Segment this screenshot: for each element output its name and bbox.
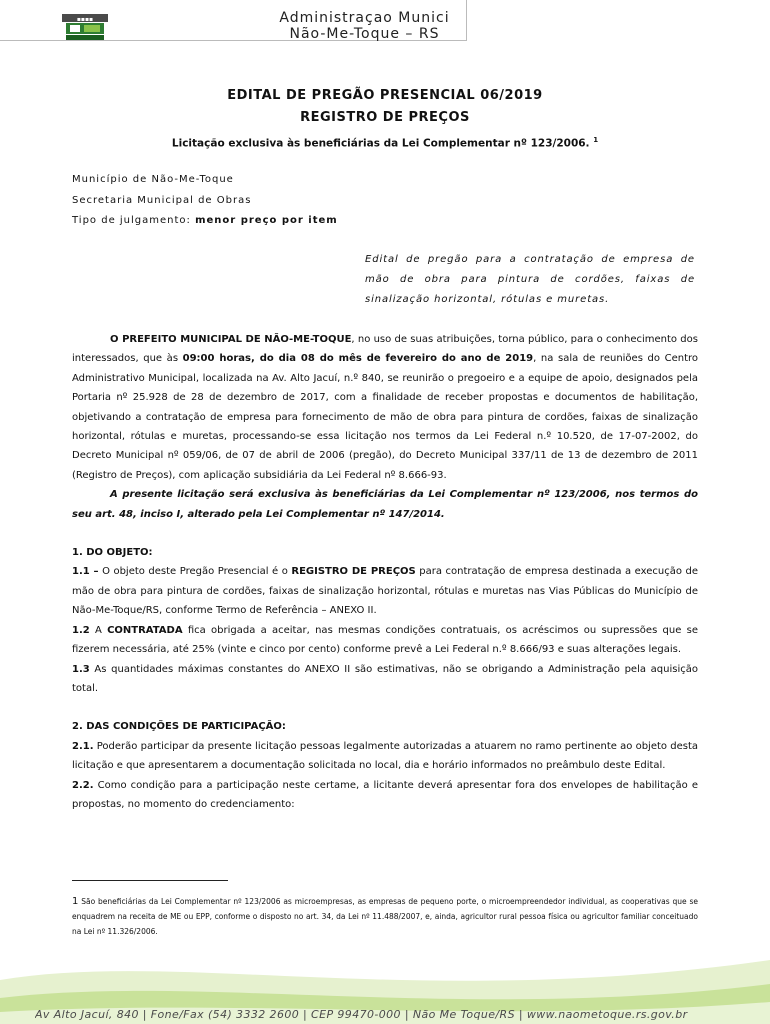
- section2-item2-text: Como condição para a participação neste certame, a licitante deverá apresentar fora dos envelopes de habilitação e propostas, no momento do credenciamento:: [72, 779, 698, 810]
- section1-heading: 1. DO OBJETO:: [72, 547, 153, 559]
- preamble-text-b: , na sala de reuniões do Centro Administrativo Municipal, localizada na Av. Alto Jacuí, n.º 840, se reunirão o pregoeiro e a equipe de apoio, designados pela Portaria nº 25.928 de 28 de dezembro de 2017, com a finalidade de receber propostas e documentos de habilitação, objetivando a contratação de empresa para fornecimento de mão de obra para pintura de cordões, faixas de sinalização horizontal, rótulas e muretas, processando-se essa licitação nos termos da Lei Federal n.º 10.520, de 17-07-2002, do Decreto Municipal nº 059/06, de 07 de abril de 2006 (pregão), do Decreto Municipal 337/11 de 13 de dezembro de 2011 (Registro de Preços), com aplicação subsidiária da Lei Federal nº 8.666-93.: [72, 353, 698, 481]
- document-body: [72, 330, 698, 814]
- section2-item2: [72, 776, 698, 815]
- section1-item1-text-a: O objeto deste Pregão Presencial é o: [98, 566, 292, 578]
- section2-item1-text: Poderão participar da presente licitação pessoas legalmente autorizadas a atuarem no ramo pertinente ao objeto desta licitação e que apresentarem a documentação solicitada no local, dia e horário informados no preâmbulo deste Edital.: [72, 740, 698, 772]
- section2-item1-num: 2.1.: [72, 740, 94, 752]
- section1-item2-text-b: fica obrigada a aceitar, nas mesmas condições contratuais, os acréscimos ou supressões que se fizerem necessária, até 25% (vinte e cinco por cento) conforme prevê a Lei Federal n.º 8.666/93 e suas alterações legais.: [72, 624, 698, 656]
- section2-heading: 2. DAS CONDIÇÕES DE PARTICIPAÇÃO:: [72, 721, 286, 733]
- municipio-line: Município de Não-Me-Toque: [72, 174, 234, 185]
- exclusive-paragraph: [72, 485, 698, 524]
- svg-text:▪▪▪▪: ▪▪▪▪: [76, 16, 94, 23]
- section1-item1-num: 1.1 –: [72, 566, 99, 578]
- exclusive-note: [0, 136, 770, 150]
- letterhead: [0, 0, 770, 42]
- footnote: [72, 894, 698, 939]
- footnote-number: 1: [72, 896, 79, 907]
- section1-item1-bold: REGISTRO DE PREÇOS: [291, 566, 416, 578]
- section1-item3: [72, 660, 698, 699]
- letterhead-title-line2: Não-Me-Toque – RS: [289, 26, 440, 42]
- document-subtitle: REGISTRO DE PREÇOS: [300, 110, 470, 125]
- section1-item1: [72, 562, 698, 620]
- section1-item3-text: As quantidades máximas constantes do ANEXO II são estimativas, não se obrigando a Administração pela aquisição total.: [72, 663, 698, 694]
- preamble-bold: O PREFEITO MUNICIPAL DE NÃO-ME-TOQUE: [110, 334, 352, 345]
- secretaria-line: Secretaria Municipal de Obras: [72, 195, 252, 206]
- julgamento-label: Tipo de julgamento:: [72, 215, 191, 226]
- exclusive-note-text: Licitação exclusiva às beneficiárias da Lei Complementar nº 123/2006.: [171, 137, 590, 150]
- document-title: EDITAL DE PREGÃO PRESENCIAL 06/2019: [227, 88, 543, 103]
- footnote-divider: [72, 880, 228, 881]
- section2-item1: [72, 737, 698, 776]
- footer-address: Av Alto Jacuí, 840 | Fone/Fax (54) 3332 2600 | CEP 99470-000 | Não Me Toque/RS | www.naometoque.rs.gov.br: [35, 1008, 688, 1021]
- section2-item2-num: 2.2.: [72, 779, 94, 791]
- section1-item3-num: 1.3: [72, 663, 90, 675]
- section1-item2-num: 1.2: [72, 624, 90, 636]
- ementa: Edital de pregão para a contratação de empresa de mão de obra para pintura de cordões, faixas de sinalização horizontal, rótulas e muretas.: [365, 254, 695, 305]
- municipal-crest-icon: [60, 12, 110, 42]
- section1-item2-text-a: A: [89, 624, 108, 636]
- letterhead-title: [262, 10, 467, 42]
- section1-item2: [72, 621, 698, 660]
- preamble-paragraph: [72, 330, 698, 485]
- julgamento-line: [72, 215, 338, 226]
- exclusive-paragraph-text: A presente licitação será exclusiva às beneficiárias da Lei Complementar nº 123/2006, nos termos do seu art. 48, inciso I, alterado pela Lei Complementar nº 147/2014.: [72, 489, 698, 520]
- footnote-ref: 1: [593, 136, 599, 144]
- preamble-time: 09:00 horas, do dia 08 do mês de fevereiro do ano de 2019: [182, 353, 534, 365]
- footnote-text: São beneficiárias da Lei Complementar nº 123/2006 as microempresas, as empresas de pequeno porte, o microempreendedor individual, as cooperativas que se enquadrem na receita de ME ou EPP, conforme o disposto no art. 34, da Lei nº 11.488/2007, e, ainda, agricultor rural pessoa física ou agricultor familiar conceituado na Lei nº 11.326/2006.: [72, 897, 698, 936]
- letterhead-title-line1: Administraçao Munici: [279, 10, 450, 26]
- section1-item1-text-b: para contratação de empresa destinada a execução de mão de obra para pintura de cordões, faixas de sinalização horizontal, rótulas e muretas nas Vias Públicas do Município de Não-Me-Toque/RS, conforme Termo de Referência – ANEXO II.: [72, 566, 698, 617]
- preamble-text-a: , no uso de suas atribuições, torna público, para o conhecimento dos interessados, que às: [72, 334, 698, 365]
- julgamento-value: menor preço por item: [195, 215, 338, 226]
- section1-item2-bold: CONTRATADA: [107, 624, 183, 636]
